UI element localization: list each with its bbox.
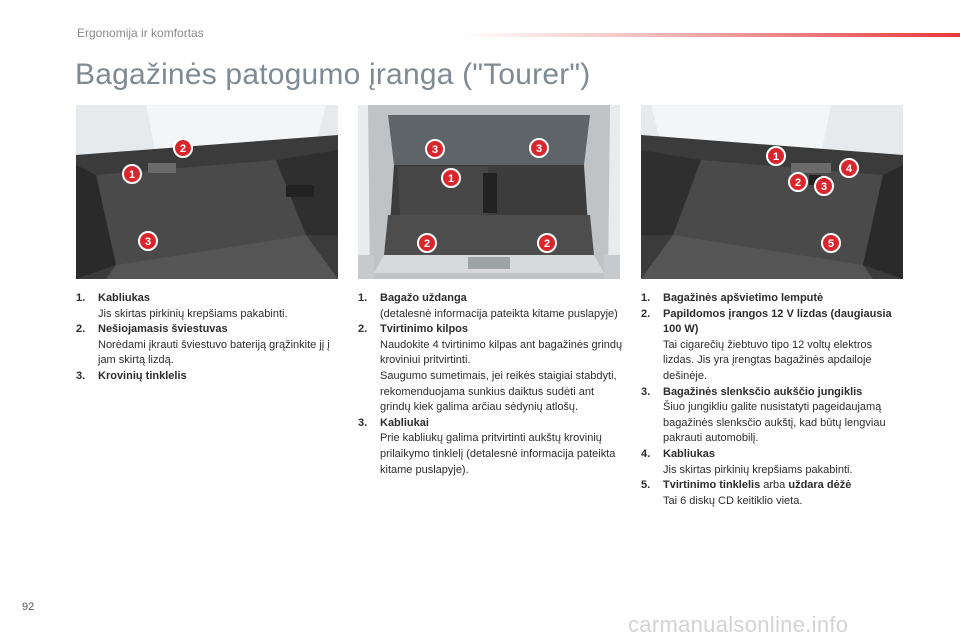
legend-item: [641, 385, 906, 447]
marker-label: 3: [535, 143, 543, 155]
marker-label: 1: [447, 173, 455, 185]
trunk-photo-left: [76, 105, 338, 279]
marker-label: 4: [845, 163, 853, 175]
item-label: Tvirtinimo tinklelis: [663, 479, 761, 492]
item-description: Šiuo jungikliu galite nusistatyti pageidaujamą bagažinės slenksčio aukštį, kad būtų lengviau pakrauti automobilį.: [663, 401, 886, 445]
marker-label: 3: [820, 181, 828, 193]
legend-item: [641, 291, 906, 307]
item-label-join: arba: [763, 479, 786, 492]
item-label-alt: uždara dėžė: [788, 479, 852, 492]
marker-3a: [426, 140, 444, 158]
item-description: Prie kabliukų galima pritvirtinti aukštų krovinių prilaikymo tinklelį (detalesnė informacija pateikta kitame puslapyje).: [380, 432, 616, 476]
item-description: Norėdami įkrauti šviestuvo bateriją grąžinkite jį į jam skirtą lizdą.: [98, 338, 330, 367]
legend-item: [641, 447, 906, 478]
item-label: Kabliukas: [663, 447, 715, 460]
item-label: Tvirtinimo kilpos: [380, 323, 469, 336]
marker-layer: [76, 105, 338, 279]
page-number: 92: [22, 601, 35, 613]
marker-1: [123, 165, 141, 183]
item-description: (detalesnė informacija pateikta kitame puslapyje): [380, 307, 618, 320]
legend-item: [76, 369, 341, 385]
item-number: 1.: [76, 292, 86, 304]
item-description: Tai 6 diskų CD keitiklio vieta.: [663, 494, 803, 507]
marker-2: [789, 173, 807, 191]
section-label: Ergonomija ir komfortas: [77, 26, 204, 40]
marker-5: [822, 234, 840, 252]
legend-column-right: [641, 291, 906, 509]
marker-label: 1: [772, 151, 780, 163]
legend-item: [358, 322, 623, 416]
item-label: Kabliukas: [98, 292, 150, 304]
item-label: Bagažinės slenksčio aukščio jungiklis: [663, 385, 863, 398]
legend-column-center: [358, 291, 623, 478]
item-number: 3.: [641, 385, 651, 398]
item-number: 3.: [358, 416, 368, 429]
marker-3: [815, 177, 833, 195]
item-description: Naudokite 4 tvirtinimo kilpas ant bagažinės grindų kroviniui pritvirtinti.: [380, 338, 623, 367]
item-label: Kabliukai: [380, 416, 429, 429]
item-label: Papildomos įrangos 12 V lizdas (daugiausia 100 W): [663, 307, 892, 336]
legend-item: [76, 322, 341, 369]
marker-2b: [538, 234, 556, 252]
legend-item: [358, 291, 623, 322]
marker-3: [139, 232, 157, 250]
item-number: 4.: [641, 447, 651, 460]
marker-layer: [641, 105, 903, 279]
item-description: Jis skirtas pirkinių krepšiams pakabinti.: [98, 307, 288, 320]
marker-label: 2: [179, 143, 187, 155]
marker-label: 3: [431, 144, 439, 156]
item-label: Krovinių tinklelis: [98, 369, 187, 382]
marker-1: [442, 169, 460, 187]
marker-2: [174, 139, 192, 157]
item-description: Jis skirtas pirkinių krepšiams pakabinti.: [663, 463, 853, 476]
item-number: 2.: [641, 307, 651, 320]
marker-label: 3: [144, 236, 152, 248]
marker-1: [767, 147, 785, 165]
legend-item: [76, 291, 341, 322]
marker-label: 5: [827, 238, 835, 250]
item-label-combined: [663, 478, 906, 494]
legend-item: [641, 478, 906, 509]
legend-item: [358, 416, 623, 478]
item-number: 3.: [76, 369, 86, 382]
marker-label: 2: [794, 177, 802, 189]
watermark: carmanualsonline.info: [628, 612, 849, 637]
item-description: Tai cigarečių žiebtuvo tipo 12 voltų elektros lizdas. Jis yra įrengtas bagažinės apdailoje dešinėje.: [663, 338, 873, 382]
item-label: Nešiojamasis šviestuvas: [98, 323, 228, 336]
marker-label: 2: [423, 238, 431, 250]
legend-column-left: [76, 291, 341, 385]
marker-label: 1: [128, 169, 136, 181]
trunk-photo-right: [641, 105, 903, 279]
item-label: Bagažinės apšvietimo lemputė: [663, 292, 824, 304]
item-description-safety: Saugumo sumetimais, jei reikės staigiai stabdyti, rekomenduojama sunkius daiktus sudėti ant grindų kiek galima arčiau sėdynių atlošų.: [380, 369, 617, 414]
marker-layer: [358, 105, 620, 279]
item-number: 2.: [76, 323, 86, 336]
marker-4: [840, 159, 858, 177]
item-number: 5.: [641, 479, 651, 492]
trunk-photo-center: [358, 105, 620, 279]
marker-2a: [418, 234, 436, 252]
item-number: 1.: [641, 292, 651, 304]
legend-item: [641, 307, 906, 385]
item-number: 1.: [358, 292, 368, 304]
marker-label: 2: [543, 238, 551, 250]
item-label: Bagažo uždanga: [380, 292, 467, 304]
marker-3b: [530, 139, 548, 157]
header-accent-line: [460, 33, 960, 37]
item-number: 2.: [358, 323, 368, 336]
page-title: Bagažinės patogumo įranga ("Tourer"): [75, 58, 591, 91]
